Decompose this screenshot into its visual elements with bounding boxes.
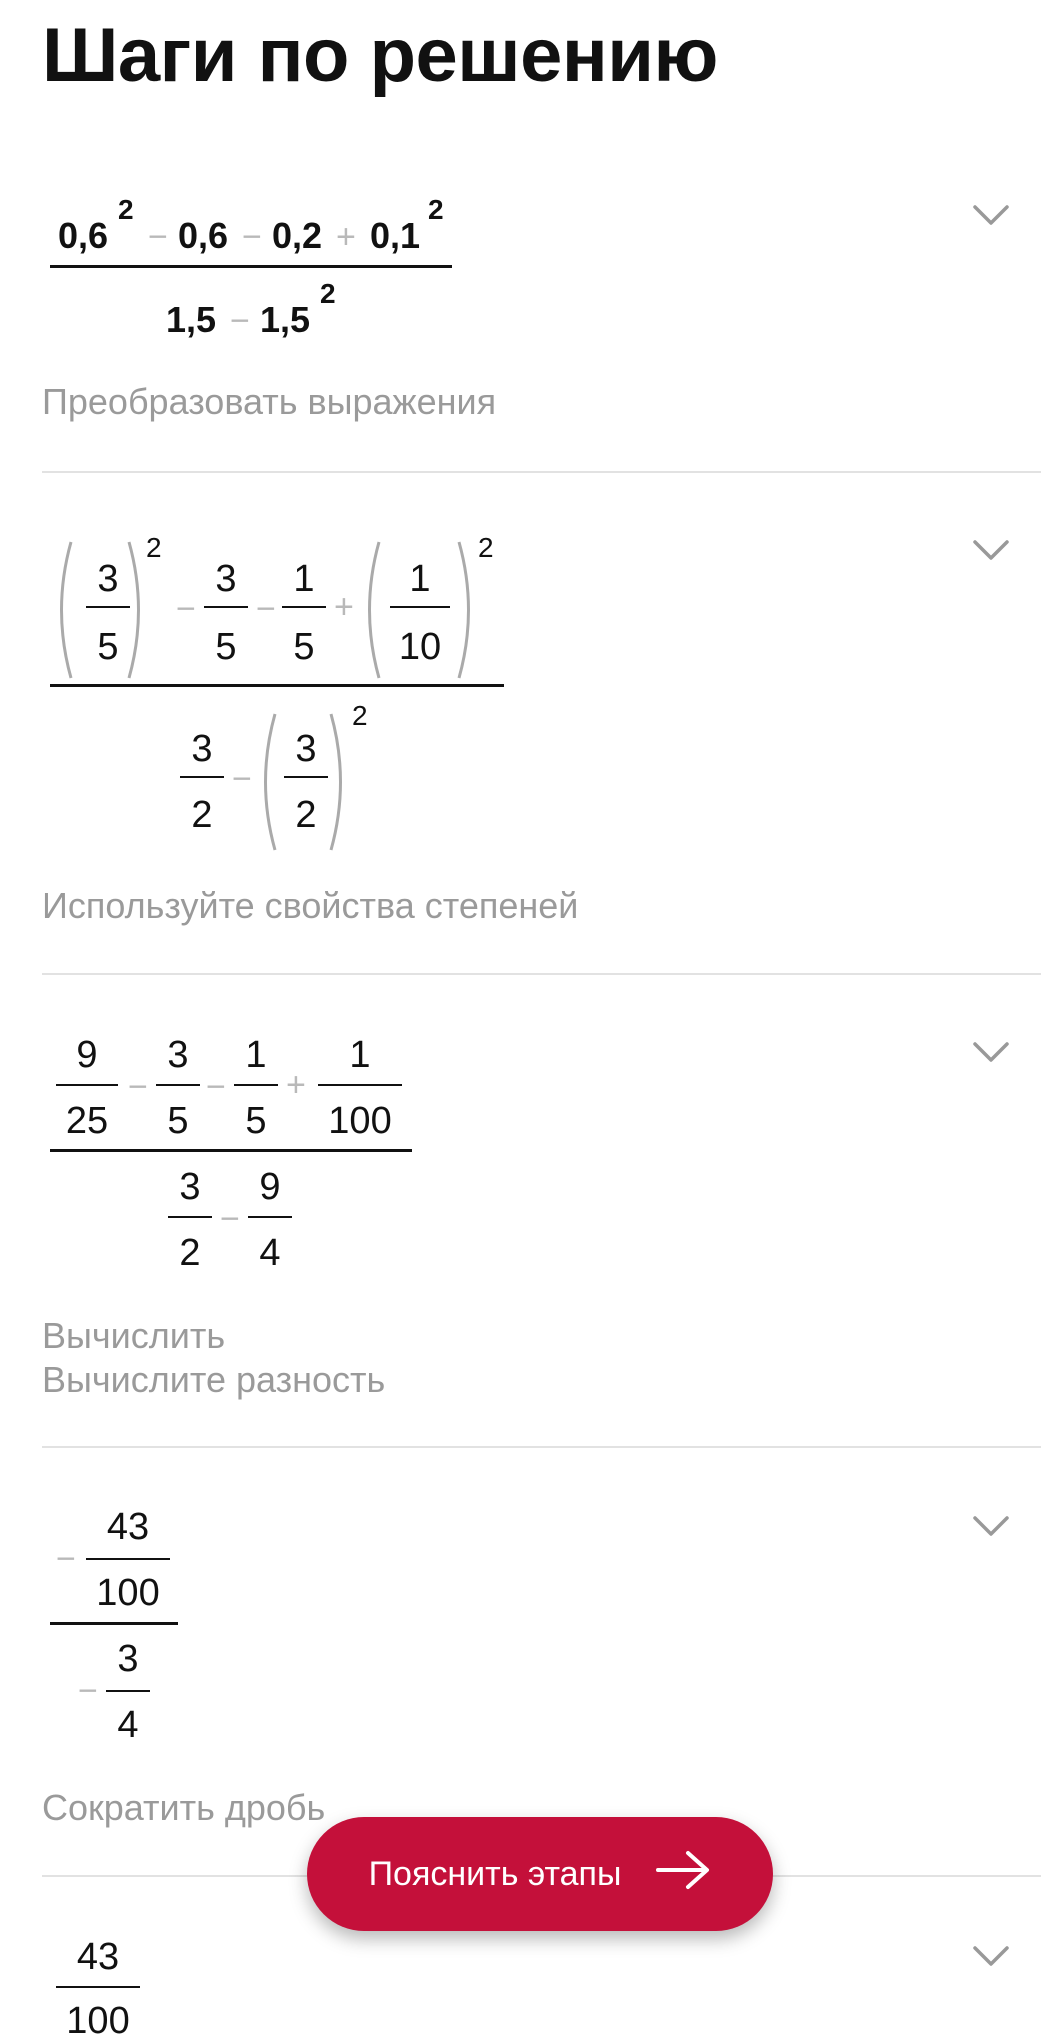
left-paren — [260, 712, 278, 852]
math-number: 10 — [398, 626, 442, 668]
fraction-bar — [56, 1986, 140, 1988]
fraction-bar — [234, 1084, 278, 1086]
fraction-bar — [86, 606, 130, 608]
math-operator: − — [220, 1200, 240, 1238]
math-number: 100 — [328, 1100, 392, 1142]
fraction-bar — [56, 1084, 118, 1086]
step-description: Сократить дробь — [42, 1787, 326, 1828]
math-number: 0,2 — [272, 215, 323, 256]
fraction-bar — [106, 1690, 150, 1692]
fraction-bar — [248, 1216, 292, 1218]
math-number: 4 — [259, 1232, 281, 1274]
fraction-bar — [50, 1622, 178, 1625]
math-operator: − — [128, 1068, 148, 1106]
math-number: 1 — [349, 1034, 371, 1076]
chevron-down-icon[interactable] — [971, 195, 1011, 235]
math-exponent: 2 — [428, 194, 444, 225]
left-paren — [56, 540, 74, 680]
math-number: 5 — [215, 626, 237, 668]
math-number: 0,6 — [178, 215, 229, 256]
math-number: 43 — [106, 1506, 150, 1548]
math-number: 5 — [293, 626, 315, 668]
math-number: 100 — [66, 2000, 130, 2036]
math-number: 1 — [293, 558, 315, 600]
math-number: 2 — [295, 794, 317, 836]
math-number: 9 — [259, 1166, 281, 1208]
fraction-bar — [180, 776, 224, 778]
math-number: 3 — [117, 1638, 139, 1680]
explain-steps-label: Пояснить этапы — [368, 1854, 622, 1893]
divider — [42, 973, 1041, 975]
page-title: Шаги по решению — [42, 13, 718, 98]
math-number: 2 — [191, 794, 213, 836]
fraction-bar — [50, 684, 504, 687]
chevron-down-icon[interactable] — [971, 1032, 1011, 1072]
step-description: Используйте свойства степеней — [42, 885, 579, 926]
right-paren — [328, 712, 346, 852]
fraction-bar — [50, 265, 452, 268]
math-operator: − — [230, 302, 250, 340]
fraction-bar — [50, 1149, 412, 1152]
fraction-bar — [156, 1084, 200, 1086]
math-operator: − — [78, 1672, 98, 1710]
math-number: 5 — [97, 626, 119, 668]
math-operator: + — [286, 1066, 306, 1104]
math-exponent: 2 — [478, 532, 494, 563]
math-operator: − — [206, 1068, 226, 1106]
fraction-bar — [390, 606, 450, 608]
math-number: 1,5 — [166, 299, 217, 340]
math-operator: − — [242, 218, 262, 256]
math-operator: + — [334, 588, 354, 626]
math-exponent: 2 — [118, 194, 134, 225]
right-paren — [126, 540, 144, 680]
math-number: 43 — [76, 1936, 120, 1978]
math-operator: + — [336, 218, 356, 256]
math-number: 4 — [117, 1704, 139, 1746]
explain-steps-button[interactable] — [307, 1817, 773, 1931]
math-number: 3 — [167, 1034, 189, 1076]
chevron-down-icon[interactable] — [971, 1506, 1011, 1546]
fraction-bar — [284, 776, 328, 778]
math-number: 3 — [97, 558, 119, 600]
math-number: 2 — [179, 1232, 201, 1274]
math-number: 25 — [65, 1100, 109, 1142]
divider — [42, 1446, 1041, 1448]
fraction-bar — [168, 1216, 212, 1218]
arrow-right-icon — [655, 1850, 711, 1899]
fraction-bar — [204, 606, 248, 608]
math-number: 5 — [167, 1100, 189, 1142]
math-number: 3 — [191, 728, 213, 770]
math-number: 5 — [245, 1100, 267, 1142]
math-operator: − — [176, 590, 196, 628]
right-paren — [456, 540, 474, 680]
math-number: 3 — [215, 558, 237, 600]
math-number: 1,5 — [260, 299, 311, 340]
chevron-down-icon[interactable] — [971, 530, 1011, 570]
fraction-bar — [282, 606, 326, 608]
math-number: 3 — [295, 728, 317, 770]
math-exponent: 2 — [146, 532, 162, 563]
fraction-bar — [86, 1558, 170, 1560]
step-description: Вычислить — [42, 1315, 226, 1356]
math-number: 9 — [76, 1034, 98, 1076]
math-number: 1 — [409, 558, 431, 600]
math-operator: − — [256, 590, 276, 628]
math-exponent: 2 — [320, 278, 336, 309]
step-description: Преобразовать выражения — [42, 381, 497, 422]
math-operator: − — [232, 760, 252, 798]
math-number: 100 — [96, 1572, 160, 1614]
chevron-down-icon[interactable] — [971, 1936, 1011, 1976]
math-operator: − — [56, 1540, 76, 1578]
step-description-secondary: Вычислите разность — [42, 1359, 386, 1400]
fraction-bar — [318, 1084, 402, 1086]
math-number: 3 — [179, 1166, 201, 1208]
left-paren — [364, 540, 382, 680]
math-exponent: 2 — [352, 700, 368, 731]
math-number: 0,6 — [58, 215, 109, 256]
divider — [42, 471, 1041, 473]
math-number: 1 — [245, 1034, 267, 1076]
math-number: 0,1 — [370, 215, 421, 256]
math-operator: − — [148, 218, 168, 256]
